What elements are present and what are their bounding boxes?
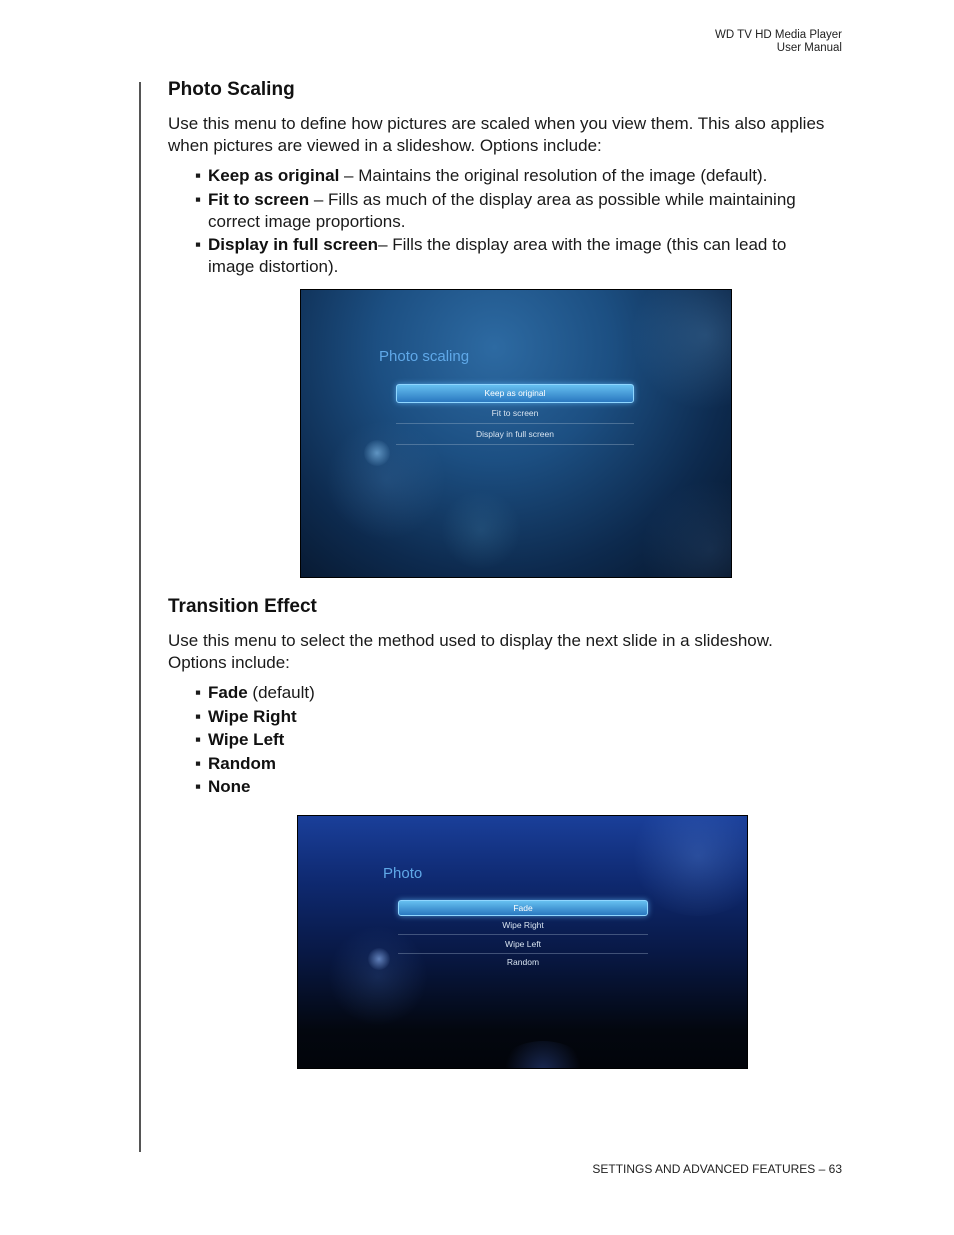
header-manual-label: User Manual xyxy=(776,42,842,54)
screen-menu-item-display-full-screen[interactable]: Display in full screen xyxy=(396,424,634,445)
screen-menu-item-wipe-left[interactable]: Wipe Left xyxy=(398,935,648,954)
transition-effect-screenshot xyxy=(297,815,748,1069)
transition-effect-intro: Use this menu to select the method used to display the next slide in a slideshow. Options include: xyxy=(168,631,773,672)
option-term: Wipe Right xyxy=(208,706,297,726)
bokeh-light xyxy=(631,289,732,410)
bokeh-light xyxy=(498,1041,588,1069)
option-desc: (default) xyxy=(247,683,315,702)
bullet-marker: ▪ xyxy=(195,730,202,749)
bullet-marker: ▪ xyxy=(195,753,202,773)
bullet-marker: ▪ xyxy=(195,235,202,254)
page-footer: SETTINGS AND ADVANCED FEATURES – 63 xyxy=(592,1162,842,1176)
list-item xyxy=(168,189,808,233)
option-term: Display in full screen xyxy=(208,235,379,254)
screen-menu xyxy=(396,384,634,445)
screen-menu-title: Photo xyxy=(383,865,423,882)
option-term: Random xyxy=(208,753,276,773)
running-header xyxy=(715,29,842,55)
list-item xyxy=(168,682,808,704)
option-desc: – Fills the display area with the image (this can lead to image distortion). xyxy=(208,235,787,276)
option-term: None xyxy=(208,777,251,796)
option-desc: – Maintains the original resolution of the image (default). xyxy=(339,166,768,185)
option-desc: – Fills as much of the display area as possible while maintaining correct image proportions. xyxy=(208,189,796,231)
transition-effect-options xyxy=(168,682,808,800)
list-item xyxy=(168,706,808,728)
bokeh-light xyxy=(368,948,390,970)
screen-menu-item-random[interactable]: Random xyxy=(506,957,540,967)
bokeh-light xyxy=(641,480,732,578)
list-item xyxy=(168,729,808,751)
bokeh-light xyxy=(441,490,521,570)
bullet-marker: ▪ xyxy=(195,777,202,796)
section-heading-transition-effect: Transition Effect xyxy=(168,596,317,617)
screen-menu-item-fit-to-screen[interactable]: Fit to screen xyxy=(396,403,634,424)
screen-menu-item-wipe-right[interactable]: Wipe Right xyxy=(398,916,648,935)
screen-menu-item-fade[interactable]: Fade xyxy=(398,900,648,916)
photo-scaling-options xyxy=(168,165,808,280)
screen-menu-item-keep-as-original[interactable]: Keep as original xyxy=(396,384,634,403)
option-term: Fit to screen xyxy=(208,189,310,209)
bullet-marker: ▪ xyxy=(195,189,202,209)
bullet-marker: ▪ xyxy=(195,683,202,702)
margin-rule xyxy=(139,82,141,1152)
header-product-title: WD TV HD Media Player xyxy=(715,29,842,41)
list-item xyxy=(168,753,808,775)
option-term: Fade xyxy=(208,683,248,702)
bullet-marker: ▪ xyxy=(195,166,202,185)
screen-menu xyxy=(398,900,648,971)
photo-scaling-intro: Use this menu to define how pictures are scaled when you view them. This also applies when pictures are viewed in a slideshow. Options include: xyxy=(168,114,825,155)
option-term: Wipe Left xyxy=(208,730,285,749)
bullet-marker: ▪ xyxy=(195,706,202,726)
list-item xyxy=(168,165,808,187)
section-heading-photo-scaling: Photo Scaling xyxy=(168,79,295,100)
option-term: Keep as original xyxy=(208,166,340,185)
list-item xyxy=(168,776,808,798)
list-item xyxy=(168,234,808,278)
photo-scaling-screenshot xyxy=(300,289,732,578)
screen-menu-title: Photo scaling xyxy=(379,348,470,365)
bokeh-light xyxy=(364,440,390,466)
